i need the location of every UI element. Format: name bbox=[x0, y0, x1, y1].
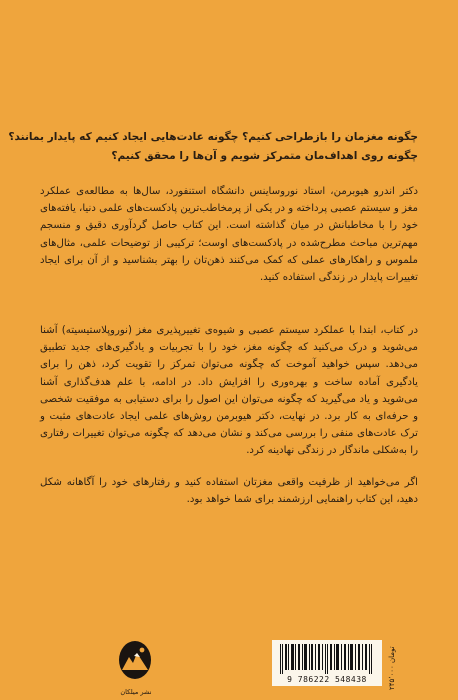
isbn-barcode bbox=[272, 640, 382, 686]
description-paragraph-content bbox=[40, 322, 418, 460]
paragraph-text: دکتر اندرو هیوبرمن، استاد نوروساینس دانشگاه استنفورد، سال‌ها به مطالعه‌ی عملکرد مغز و سیستم عصبی پرداخته و در یکی از پرمخاطب‌ترین پادکست‌های علمی دنیا، یافته‌های خود را با مخاطبانش در میان گذاشته است. این کتاب حاصل گردآوری دقیق و منسجم مهم‌ترین مباحث مطرح‌شده در پادکست‌های اوست؛ ترکیبی از توضیحات علمی، مثال‌های ملموس و راهکارهای عملی که کمک می‌کنند ذهن‌تان را بهتر بشناسید و از آن برای ایجاد تغییرات پایدار در زندگی استفاده کنید. bbox=[40, 186, 418, 284]
description-paragraph-author bbox=[40, 183, 418, 286]
barcode-icon bbox=[278, 644, 376, 674]
description-paragraph-closing bbox=[40, 474, 418, 508]
price-label: ۲۴۵٬۰۰۰ تومان bbox=[388, 646, 396, 690]
paragraph-text: در کتاب، ابتدا با عملکرد سیستم عصبی و شیوه‌ی تغییرپذیری مغز (نوروپلاستیسیته) آشنا می‌شوید و درک می‌کنید که چگونه مغز، خود را با تجربیات و یادگیری‌های جدید تطبیق می‌دهد. سپس خواهید آموخت که چگونه می‌توان تمرکز را تقویت کرد، ذهن را برای یادگیری آماده ساخت و بهره‌وری را افزایش داد. در ادامه، با علم هدف‌گذاری آشنا می‌شوید و یاد می‌گیرید که چگونه می‌توان این اصول را برای دستیابی به موفقیت شخصی و حرفه‌ای به کار برد. در نهایت، دکتر هیوبرمن روش‌های علمی ایجاد عادت‌های مثبت و ترک عادت‌های منفی را بررسی می‌کند و نشان می‌دهد که چگونه می‌توان تغییرات رفتاری را به‌شکلی ماندگار در زندگی نهادینه کرد. bbox=[40, 325, 418, 457]
cover-questions bbox=[8, 128, 418, 166]
isbn-number: 9 786222 548438 bbox=[287, 675, 367, 684]
question-line: چگونه مغزمان را بازطراحی کنیم؟ چگونه عادت‌هایی ایجاد کنیم که پایدار بمانند؟ bbox=[8, 131, 418, 143]
publisher-logo-icon bbox=[118, 640, 152, 684]
publisher-name: نشر میلکان bbox=[120, 688, 152, 696]
question-line: چگونه روی اهداف‌مان متمرکز شویم و آن‌ها را محقق کنیم؟ bbox=[111, 150, 418, 162]
paragraph-text: اگر می‌خواهید از ظرفیت واقعی مغزتان استفاده کنید و رفتارهای خود را آگاهانه شکل دهید، این کتاب راهنمایی ارزشمند برای شما خواهد بود. bbox=[40, 477, 418, 506]
